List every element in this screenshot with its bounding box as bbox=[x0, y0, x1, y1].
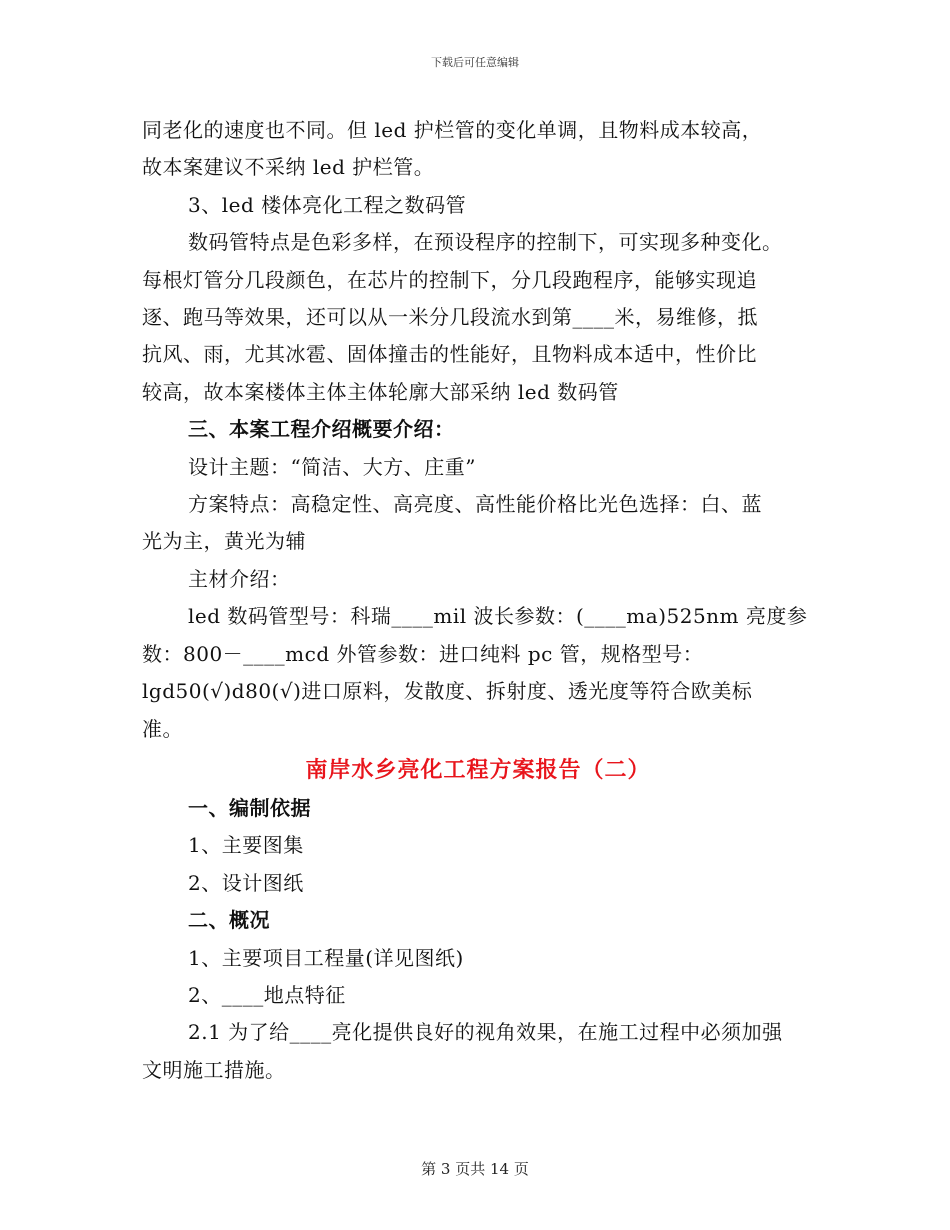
text-line: 2、____地点特征 bbox=[188, 982, 346, 1007]
text-line: 同老化的速度也不同。但 led 护栏管的变化单调，且物料成本较高， bbox=[142, 118, 763, 142]
text-line: lgd50(√)d80(√)进口原料，发散度、拆射度、透光度等符合欧美标 bbox=[142, 679, 753, 704]
text-line: 主材介绍： bbox=[188, 566, 291, 591]
text-line: 较高，故本案楼体主体主体轮廓大部采纳 led 数码管 bbox=[142, 379, 619, 404]
text-line: 2.1 为了给____亮化提供良好的视角效果，在施工过程中必须加强 bbox=[188, 1020, 783, 1045]
text-line: 方案特点：高稳定性、高亮度、高性能价格比光色选择：白、蓝 bbox=[188, 492, 762, 517]
text-line: 1、主要图集 bbox=[188, 833, 304, 858]
text-line: 设计主题：“简洁、大方、庄重” bbox=[188, 454, 476, 479]
text-line: 光为主，黄光为辅 bbox=[142, 529, 306, 554]
text-line: 抗风、雨，尤其冰雹、固体撞击的性能好，且物料成本适中，性价比 bbox=[142, 342, 757, 367]
text-line: 逐、跑马等效果，还可以从一米分几段流水到第____米，易维修，抵 bbox=[142, 305, 758, 330]
text-line: 2、设计图纸 bbox=[188, 870, 304, 895]
text-line: 每根灯管分几段颜色，在芯片的控制下，分几段跑程序，能够实现追 bbox=[142, 267, 757, 292]
text-line: 数码管特点是色彩多样，在预设程序的控制下，可实现多种变化。 bbox=[188, 230, 783, 255]
text-line: 3、led 楼体亮化工程之数码管 bbox=[188, 192, 467, 217]
text-line: 故本案建议不采纳 led 护栏管。 bbox=[142, 155, 435, 180]
top-paragraphs bbox=[142, 112, 814, 748]
text-line: 一、编制依据 bbox=[188, 795, 311, 820]
text-line: 准。 bbox=[142, 716, 183, 741]
bottom-paragraphs bbox=[142, 790, 814, 1089]
text-line: led 数码管型号：科瑞____mil 波长参数：(____ma)525nm 亮度参 bbox=[188, 604, 808, 629]
text-line: 三、本案工程介绍概要介绍： bbox=[188, 417, 455, 442]
text-line: 数：800－____mcd 外管参数：进口纯料 pc 管，规格型号： bbox=[142, 641, 704, 666]
text-line: 文明施工措施。 bbox=[142, 1057, 286, 1082]
text-line: 二、概况 bbox=[188, 908, 270, 933]
section-title: 南岸水乡亮化工程方案报告（二） bbox=[305, 756, 651, 783]
text-line: 1、主要项目工程量(详见图纸) bbox=[188, 945, 464, 970]
document-body bbox=[142, 112, 814, 1089]
page-footer: 第 3 页共 14 页 bbox=[421, 1160, 529, 1178]
page-header: 下载后可任意编辑 bbox=[431, 56, 519, 69]
